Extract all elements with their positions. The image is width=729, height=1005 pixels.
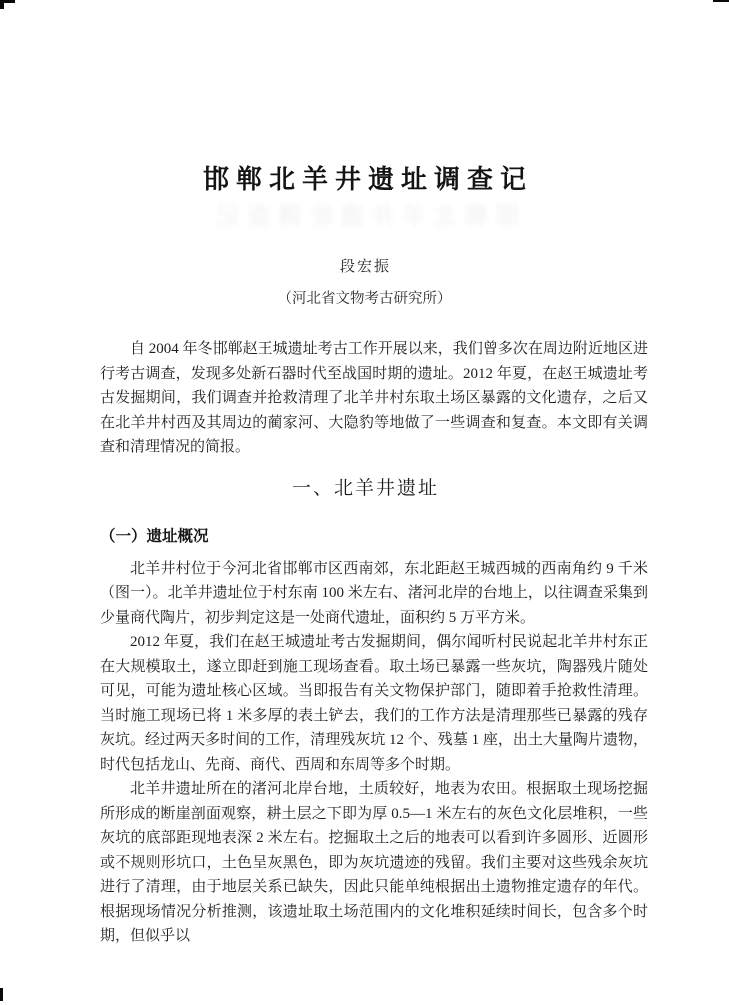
intro-paragraph: 自 2004 年冬邯郸赵王城遗址考古工作开展以来，我们曾多次在周边附近地区进行考古调查，发现多处新石器时代至战国时期的遗址。2012 年夏，在赵王城遗址考古发掘期间，我们调查并抢救清理了北羊井村东取土场区暴露的文化遗存，之后又在北羊井村西及其周边的蔺家河、大隐豹等地做了一些调查和复查。本文即有关调查和清理情况的简报。 [100, 341, 648, 455]
body-paragraph-stratigraphy: 北羊井遗址所在的渚河北岸台地，土质较好，地表为农田。根据取土现场挖掘所形成的断崖剖面观察，耕土层之下即为厚 0.5—1 米左右的灰色文化层堆积，一些灰坑的底部距现地表深 2 米左右。挖掘取土之后的地表可以看到许多圆形、近圆形或不规则形坑口，土色呈灰黑色，即为灰坑遗迹的残留。我们主要对这些残余灰坑进行了清理，由于地层关系已缺失，因此只能单纯根据出土遗物推定遗存的年代。根据现场情况分析推测，该遗址取土场范围内的文化堆积延续时间长，包含多个时期，但似乎以 [100, 781, 648, 944]
section-heading-beiyangjing-site: 一、北羊井遗址 [291, 477, 439, 499]
scan-artifact-bottom-left [0, 988, 3, 1001]
author-name: 段宏振 [339, 259, 391, 275]
body-paragraph-site-location: 北羊井村位于今河北省邯郸市区西南郊，东北距赵王城西城的西南角约 9 千米（图一）。北羊井遗址位于村东南 100 米左右、渚河北岸的台地上，以往调查采集到少量商代陶片，初步判定这是一处商代遗址，面积约 5 万平方米。 [100, 560, 648, 626]
scan-artifact-top-left-2 [0, 0, 4, 9]
page-title: 邯郸北羊井遗址调查记 [202, 165, 533, 194]
author-affiliation: （河北省文物考古研究所） [277, 291, 452, 307]
subsection-heading-site-overview: （一）遗址概况 [100, 527, 209, 545]
body-paragraph-rescue-excavation: 2012 年夏，我们在赵王城遗址考古发掘期间，偶尔闻听村民说起北羊井村东正在大规模取土，遂立即赶到施工现场查看。取土场已暴露一些灰坑，陶器残片随处可见，可能为遗址核心区域。当即报告有关文物保护部门，随即着手抢救性清理。当时施工现场已将 1 米多厚的表土铲去，我们的工作方法是清理那些已暴露的残存灰坑。经过两天多时间的工作，清理残灰坑 12 个、残墓 1 座，出土大量陶片遗物，时代包括龙山、先商、商代、西周和东周等多个时期。 [100, 634, 648, 773]
scan-artifact-top-right [713, 0, 729, 2]
page-showthrough-artifact: 邯郸北羊井遗址调查记 [209, 204, 520, 230]
